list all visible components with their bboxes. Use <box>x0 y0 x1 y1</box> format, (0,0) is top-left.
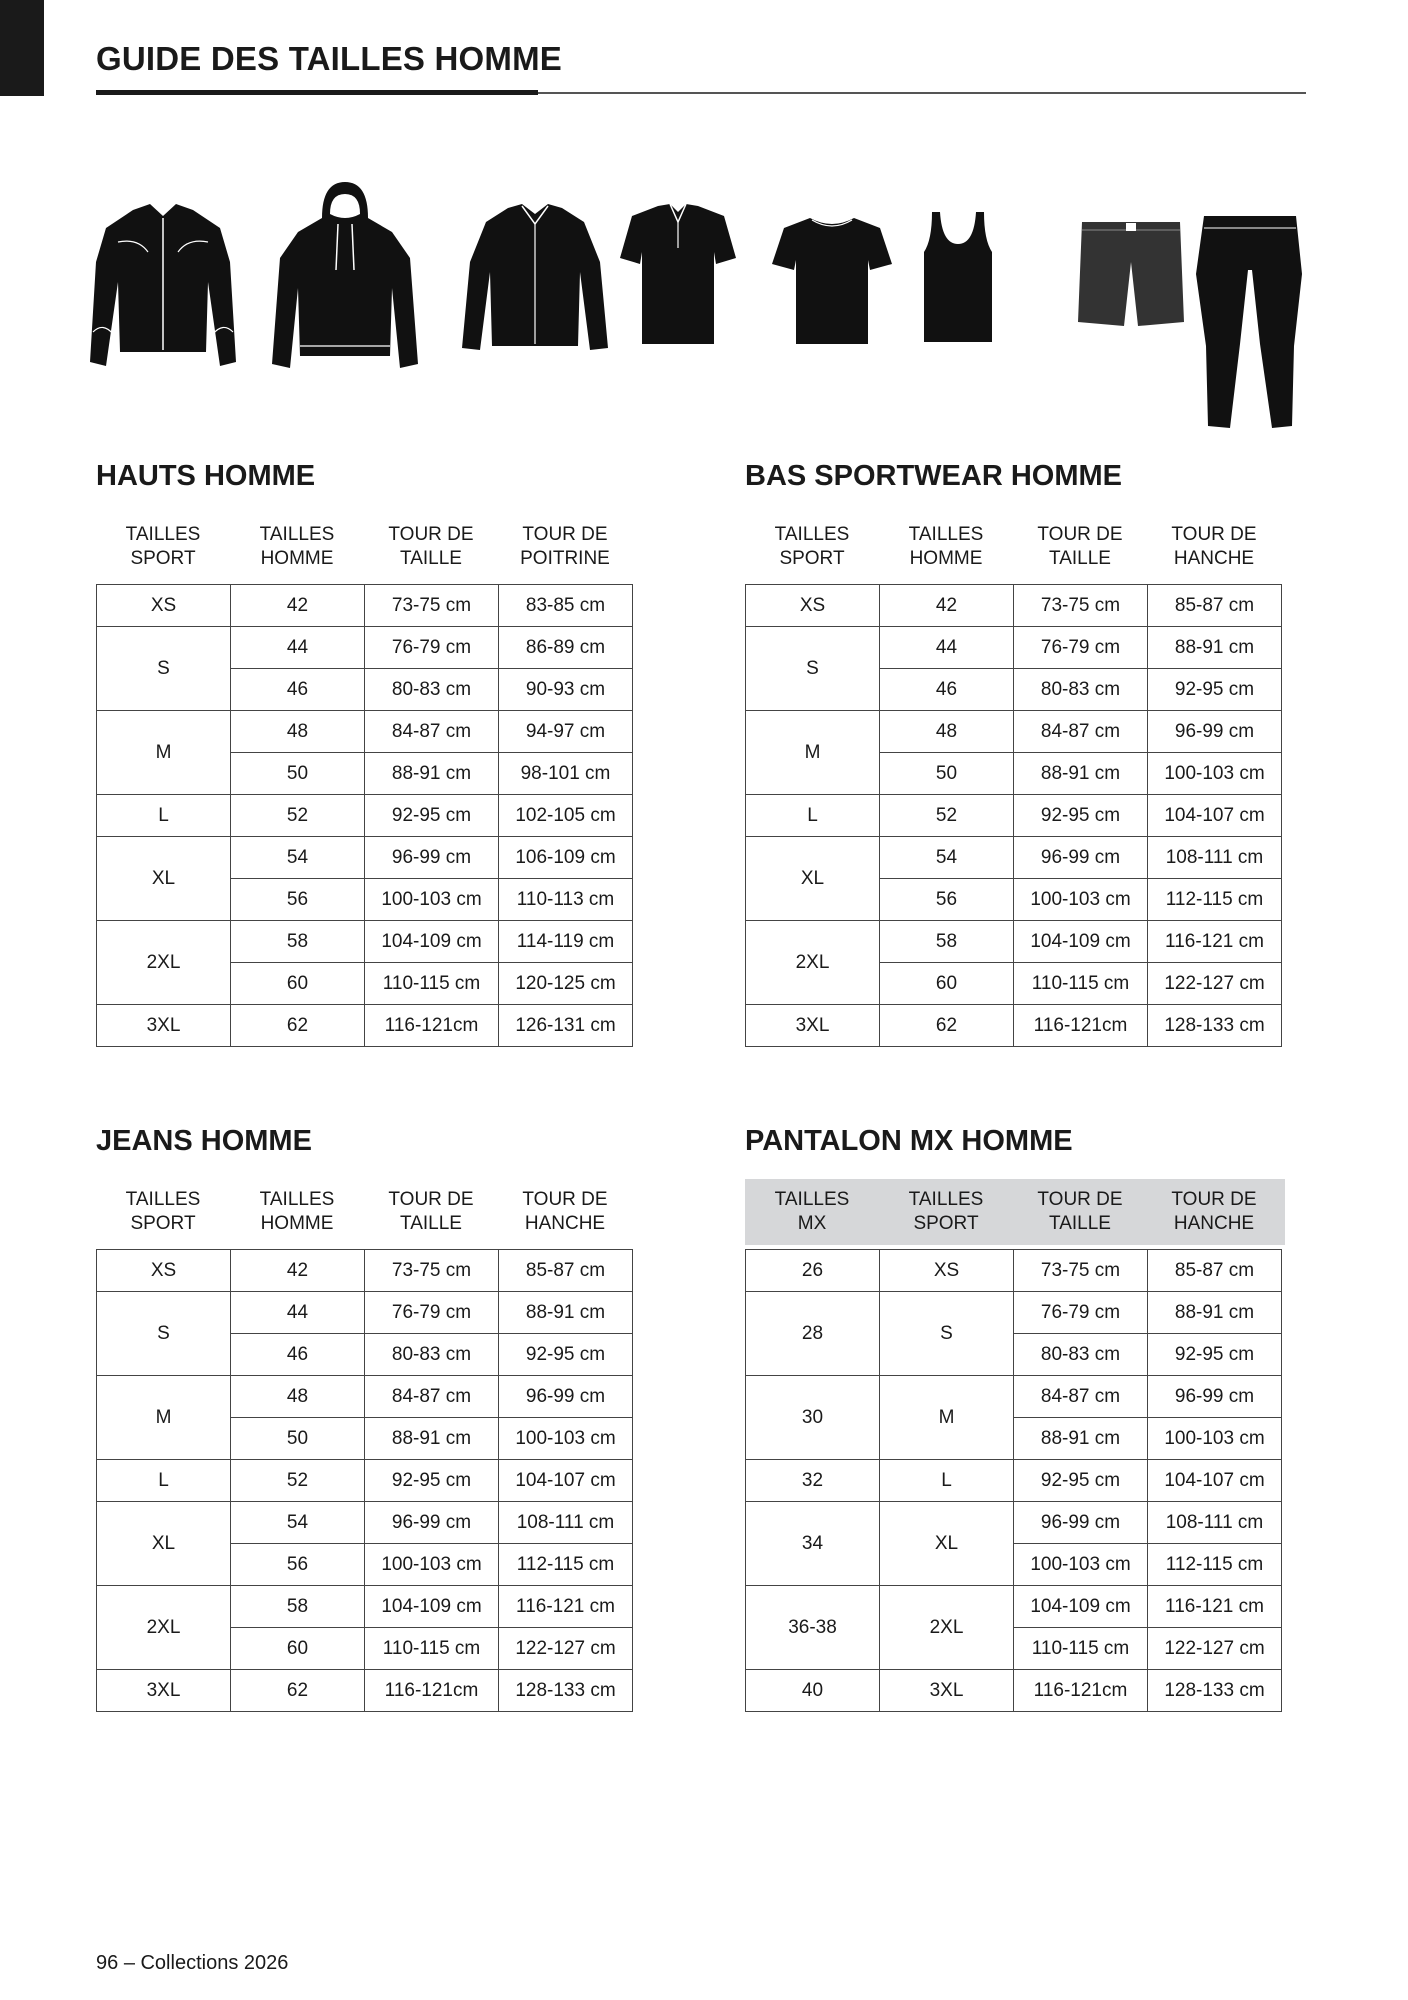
table-cell: 104-109 cm <box>1014 921 1148 963</box>
table-cell: 104-107 cm <box>1148 795 1282 837</box>
table-cell: 42 <box>880 585 1014 627</box>
table-cell: 112-115 cm <box>499 1544 633 1586</box>
table-cell: 92-95 cm <box>1014 795 1148 837</box>
table-cell: 96-99 cm <box>365 1502 499 1544</box>
header-cell: TAILLES HOMME <box>259 1189 335 1234</box>
table-cell: 3XL <box>880 1670 1014 1712</box>
size-table <box>96 584 633 1047</box>
table-cell: 116-121cm <box>1014 1005 1148 1047</box>
table-cell: 83-85 cm <box>499 585 633 627</box>
section-jeans-homme <box>96 1125 636 1712</box>
size-table <box>745 584 1282 1047</box>
table-row <box>97 1005 633 1047</box>
size-table <box>96 1249 633 1712</box>
table-cell: 76-79 cm <box>365 627 499 669</box>
table-cell: 50 <box>880 753 1014 795</box>
header-cell: TAILLES SPORT <box>774 524 850 569</box>
table-cell: 44 <box>231 1292 365 1334</box>
table-row <box>97 795 633 837</box>
table-cell: 42 <box>231 1250 365 1292</box>
table-cell: 44 <box>880 627 1014 669</box>
table-cell: 3XL <box>97 1005 231 1047</box>
table-cell: 80-83 cm <box>1014 1334 1148 1376</box>
table-cell: 52 <box>231 1460 365 1502</box>
table-cell: 62 <box>231 1005 365 1047</box>
table-row <box>97 627 633 669</box>
table-cell: 100-103 cm <box>499 1418 633 1460</box>
table-cell: 88-91 cm <box>1148 627 1282 669</box>
header-cell: TAILLES SPORT <box>125 524 201 569</box>
table-row <box>746 627 1282 669</box>
table-cell: 126-131 cm <box>499 1005 633 1047</box>
table-cell: 58 <box>880 921 1014 963</box>
table-cell: 3XL <box>746 1005 880 1047</box>
table-cell: S <box>97 1292 231 1376</box>
table-cell: 80-83 cm <box>1014 669 1148 711</box>
table-row <box>746 837 1282 879</box>
table-cell: 2XL <box>97 921 231 1005</box>
table-cell: 104-109 cm <box>365 1586 499 1628</box>
table-cell: 85-87 cm <box>499 1250 633 1292</box>
table-cell: 110-115 cm <box>365 963 499 1005</box>
table-cell: 96-99 cm <box>499 1376 633 1418</box>
table-cell: 84-87 cm <box>365 711 499 753</box>
table-cell: 46 <box>231 669 365 711</box>
table-cell: 80-83 cm <box>365 669 499 711</box>
table-cell: 54 <box>880 837 1014 879</box>
table-cell: 110-115 cm <box>365 1628 499 1670</box>
table-cell: L <box>97 1460 231 1502</box>
table-cell: XS <box>746 585 880 627</box>
tank-top-icon <box>918 210 998 346</box>
table-cell: 56 <box>231 879 365 921</box>
table-cell: 48 <box>231 1376 365 1418</box>
header-cell: TOUR DE TAILLE <box>388 1189 474 1234</box>
table-cell: 100-103 cm <box>1148 1418 1282 1460</box>
table-row <box>97 1670 633 1712</box>
section-title: PANTALON MX HOMME <box>745 1125 1073 1157</box>
size-table <box>745 1249 1282 1712</box>
table-cell: 88-91 cm <box>365 1418 499 1460</box>
table-header <box>96 518 636 576</box>
table-cell: M <box>746 711 880 795</box>
table-cell: 116-121cm <box>1014 1670 1148 1712</box>
table-cell: 116-121 cm <box>499 1586 633 1628</box>
table-cell: 100-103 cm <box>1148 753 1282 795</box>
header-cell: TOUR DE HANCHE <box>1171 1189 1257 1234</box>
table-row <box>746 585 1282 627</box>
table-cell: 48 <box>231 711 365 753</box>
table-cell: 106-109 cm <box>499 837 633 879</box>
table-cell: 98-101 cm <box>499 753 633 795</box>
table-cell: 46 <box>880 669 1014 711</box>
table-row <box>97 1502 633 1544</box>
table-cell: 120-125 cm <box>499 963 633 1005</box>
footer-text: – Collections 2026 <box>123 1952 289 1974</box>
table-row <box>746 1502 1282 1544</box>
polo-icon <box>618 202 738 348</box>
table-cell: 76-79 cm <box>365 1292 499 1334</box>
table-cell: 100-103 cm <box>365 1544 499 1586</box>
table-cell: 92-95 cm <box>499 1334 633 1376</box>
table-cell: 34 <box>746 1502 880 1586</box>
table-cell: 26 <box>746 1250 880 1292</box>
table-cell: 76-79 cm <box>1014 627 1148 669</box>
table-cell: 128-133 cm <box>499 1670 633 1712</box>
title-underline <box>96 90 538 95</box>
header-cell: TAILLES HOMME <box>259 524 335 569</box>
table-cell: 108-111 cm <box>499 1502 633 1544</box>
table-row <box>746 1460 1282 1502</box>
table-cell: 73-75 cm <box>1014 585 1148 627</box>
table-cell: 88-91 cm <box>1014 753 1148 795</box>
table-cell: S <box>97 627 231 711</box>
table-cell: 92-95 cm <box>365 1460 499 1502</box>
corner-tab <box>0 0 44 96</box>
table-cell: 96-99 cm <box>1014 1502 1148 1544</box>
table-cell: 100-103 cm <box>365 879 499 921</box>
table-cell: 54 <box>231 837 365 879</box>
hoodie-icon <box>270 178 420 378</box>
section-title: BAS SPORTWEAR HOMME <box>745 460 1122 492</box>
table-cell: 108-111 cm <box>1148 837 1282 879</box>
table-row <box>746 1670 1282 1712</box>
table-cell: 116-121 cm <box>1148 921 1282 963</box>
table-cell: 104-109 cm <box>365 921 499 963</box>
table-row <box>746 1005 1282 1047</box>
table-cell: L <box>880 1460 1014 1502</box>
table-cell: 2XL <box>97 1586 231 1670</box>
table-row <box>97 1250 633 1292</box>
table-cell: 40 <box>746 1670 880 1712</box>
table-cell: 122-127 cm <box>1148 963 1282 1005</box>
table-cell: 42 <box>231 585 365 627</box>
table-cell: 122-127 cm <box>1148 1628 1282 1670</box>
pants-icon <box>1190 214 1310 430</box>
table-cell: 104-107 cm <box>1148 1460 1282 1502</box>
table-cell: 2XL <box>880 1586 1014 1670</box>
table-cell: 56 <box>880 879 1014 921</box>
table-cell: 73-75 cm <box>365 1250 499 1292</box>
table-cell: 112-115 cm <box>1148 879 1282 921</box>
table-cell: 73-75 cm <box>365 585 499 627</box>
header-cell: TAILLES HOMME <box>908 524 984 569</box>
table-cell: 92-95 cm <box>365 795 499 837</box>
table-row <box>746 711 1282 753</box>
table-cell: M <box>97 711 231 795</box>
table-row <box>97 1460 633 1502</box>
header-cell: TOUR DE HANCHE <box>522 1189 608 1234</box>
table-cell: 84-87 cm <box>1014 711 1148 753</box>
table-cell: 92-95 cm <box>1148 669 1282 711</box>
garment-illustrations <box>80 170 1320 440</box>
table-cell: 116-121cm <box>365 1005 499 1047</box>
table-row <box>97 1376 633 1418</box>
table-cell: M <box>880 1376 1014 1460</box>
table-cell: 112-115 cm <box>1148 1544 1282 1586</box>
table-row <box>746 1250 1282 1292</box>
table-cell: 30 <box>746 1376 880 1460</box>
section-title: JEANS HOMME <box>96 1125 312 1157</box>
table-cell: S <box>880 1292 1014 1376</box>
table-cell: 50 <box>231 1418 365 1460</box>
page-footer <box>96 1952 288 1975</box>
table-cell: 90-93 cm <box>499 669 633 711</box>
table-row <box>97 921 633 963</box>
table-cell: L <box>97 795 231 837</box>
header-cell: TAILLES MX <box>774 1189 850 1234</box>
table-cell: 102-105 cm <box>499 795 633 837</box>
table-row <box>97 585 633 627</box>
table-cell: XL <box>97 1502 231 1586</box>
table-cell: XS <box>880 1250 1014 1292</box>
table-cell: 60 <box>231 963 365 1005</box>
table-cell: 92-95 cm <box>1014 1460 1148 1502</box>
table-cell: 28 <box>746 1292 880 1376</box>
table-cell: 62 <box>880 1005 1014 1047</box>
table-cell: 58 <box>231 921 365 963</box>
header-cell: TOUR DE TAILLE <box>388 524 474 569</box>
table-row <box>97 1586 633 1628</box>
table-row <box>97 711 633 753</box>
table-cell: 88-91 cm <box>499 1292 633 1334</box>
header-cell: TAILLES SPORT <box>125 1189 201 1234</box>
table-cell: XS <box>97 1250 231 1292</box>
table-cell: 80-83 cm <box>365 1334 499 1376</box>
table-cell: 110-113 cm <box>499 879 633 921</box>
jacket-icon <box>88 202 238 374</box>
table-cell: 114-119 cm <box>499 921 633 963</box>
table-cell: 100-103 cm <box>1014 879 1148 921</box>
header-cell: TOUR DE HANCHE <box>1171 524 1257 569</box>
table-cell: 128-133 cm <box>1148 1670 1282 1712</box>
shorts-icon <box>1076 220 1186 330</box>
table-cell: 52 <box>231 795 365 837</box>
table-cell: 84-87 cm <box>365 1376 499 1418</box>
table-cell: L <box>746 795 880 837</box>
table-cell: XL <box>746 837 880 921</box>
table-cell: 60 <box>880 963 1014 1005</box>
table-header <box>96 1183 636 1241</box>
table-cell: 108-111 cm <box>1148 1502 1282 1544</box>
tshirt-icon <box>770 214 894 348</box>
table-cell: 36-38 <box>746 1586 880 1670</box>
table-cell: 76-79 cm <box>1014 1292 1148 1334</box>
table-cell: 86-89 cm <box>499 627 633 669</box>
table-cell: 96-99 cm <box>1148 711 1282 753</box>
table-row <box>746 795 1282 837</box>
table-cell: 32 <box>746 1460 880 1502</box>
table-header <box>745 518 1285 576</box>
table-cell: S <box>746 627 880 711</box>
table-cell: 58 <box>231 1586 365 1628</box>
table-cell: 73-75 cm <box>1014 1250 1148 1292</box>
table-cell: 94-97 cm <box>499 711 633 753</box>
table-cell: XL <box>97 837 231 921</box>
table-cell: 92-95 cm <box>1148 1334 1282 1376</box>
table-row <box>746 921 1282 963</box>
header-cell: TOUR DE TAILLE <box>1037 524 1123 569</box>
table-cell: 96-99 cm <box>1014 837 1148 879</box>
table-cell: 96-99 cm <box>365 837 499 879</box>
table-cell: 48 <box>880 711 1014 753</box>
header-cell: TOUR DE TAILLE <box>1037 1189 1123 1234</box>
table-cell: 100-103 cm <box>1014 1544 1148 1586</box>
table-cell: XL <box>880 1502 1014 1586</box>
table-cell: 96-99 cm <box>1148 1376 1282 1418</box>
table-cell: 62 <box>231 1670 365 1712</box>
table-cell: 85-87 cm <box>1148 1250 1282 1292</box>
table-cell: 50 <box>231 753 365 795</box>
table-cell: 2XL <box>746 921 880 1005</box>
table-cell: 88-91 cm <box>365 753 499 795</box>
table-cell: 110-115 cm <box>1014 963 1148 1005</box>
table-cell: 88-91 cm <box>1148 1292 1282 1334</box>
page-number: 96 <box>96 1952 119 1974</box>
table-cell: 104-109 cm <box>1014 1586 1148 1628</box>
table-cell: 44 <box>231 627 365 669</box>
header-cell: TOUR DE POITRINE <box>520 524 610 569</box>
table-cell: 128-133 cm <box>1148 1005 1282 1047</box>
table-header <box>745 1179 1285 1245</box>
table-cell: 56 <box>231 1544 365 1586</box>
table-cell: 46 <box>231 1334 365 1376</box>
table-cell: 3XL <box>97 1670 231 1712</box>
section-title: HAUTS HOMME <box>96 460 316 492</box>
table-cell: XS <box>97 585 231 627</box>
section-bas-sportwear-homme <box>745 460 1285 1047</box>
section-pantalon-mx-homme <box>745 1125 1285 1712</box>
header-cell: TAILLES SPORT <box>908 1189 984 1234</box>
table-cell: 122-127 cm <box>499 1628 633 1670</box>
table-cell: 116-121 cm <box>1148 1586 1282 1628</box>
table-cell: 84-87 cm <box>1014 1376 1148 1418</box>
table-cell: 60 <box>231 1628 365 1670</box>
section-hauts-homme <box>96 460 636 1047</box>
table-row <box>746 1292 1282 1334</box>
table-cell: 116-121cm <box>365 1670 499 1712</box>
table-row <box>746 1376 1282 1418</box>
table-cell: M <box>97 1376 231 1460</box>
table-cell: 54 <box>231 1502 365 1544</box>
shirt-icon <box>460 202 610 352</box>
table-cell: 88-91 cm <box>1014 1418 1148 1460</box>
table-row <box>97 1292 633 1334</box>
table-row <box>746 1586 1282 1628</box>
table-cell: 104-107 cm <box>499 1460 633 1502</box>
table-cell: 110-115 cm <box>1014 1628 1148 1670</box>
table-cell: 52 <box>880 795 1014 837</box>
table-cell: 85-87 cm <box>1148 585 1282 627</box>
table-row <box>97 837 633 879</box>
page-title: GUIDE DES TAILLES HOMME <box>96 40 563 77</box>
